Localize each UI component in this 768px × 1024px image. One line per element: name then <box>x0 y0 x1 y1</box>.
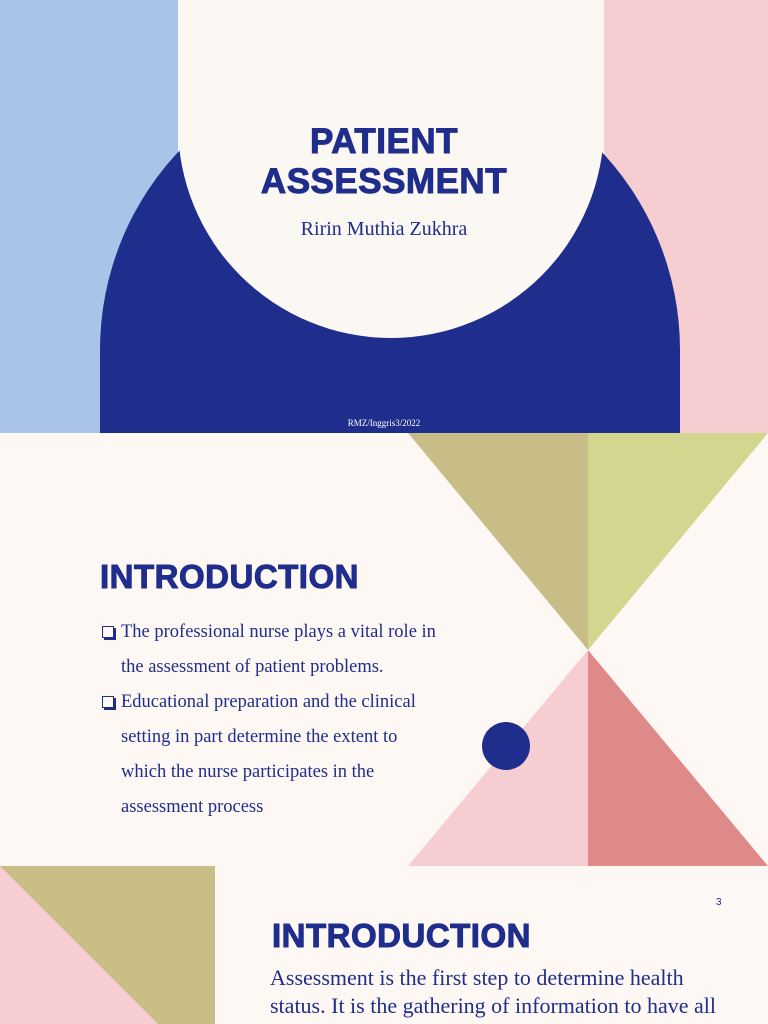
page-number: 3 <box>716 897 722 908</box>
title-line-2: ASSESSMENT <box>260 162 508 201</box>
slide2-title: INTRODUCTION <box>100 558 359 595</box>
intro-bullet-list <box>100 615 470 825</box>
slide1-background-shapes <box>0 0 768 433</box>
title-line-1: PATIENT <box>309 122 459 161</box>
slide1-title <box>0 122 768 202</box>
navy-dot <box>482 722 530 770</box>
slide3-body-text: Assessment is the first step to determine health status. It is the gathering of information to have all <box>270 965 717 1018</box>
slide1-footer: RMZ/Inggris3/2022 <box>347 418 421 428</box>
lime-triangle <box>588 433 768 650</box>
author-name: Ririn Muthia Zukhra <box>300 218 468 240</box>
bullet-item: Educational preparation and the clinical setting in part determine the extent to which the nurse participates in the assessment process <box>100 685 470 825</box>
slide3-title: INTRODUCTION <box>272 917 531 954</box>
checkbox-bullet-icon <box>102 626 114 638</box>
bullet-item: The professional nurse plays a vital role in the assessment of patient problems. <box>100 615 470 685</box>
rose-triangle <box>588 650 768 866</box>
slide-title <box>0 0 768 433</box>
checkbox-bullet-icon <box>102 696 114 708</box>
